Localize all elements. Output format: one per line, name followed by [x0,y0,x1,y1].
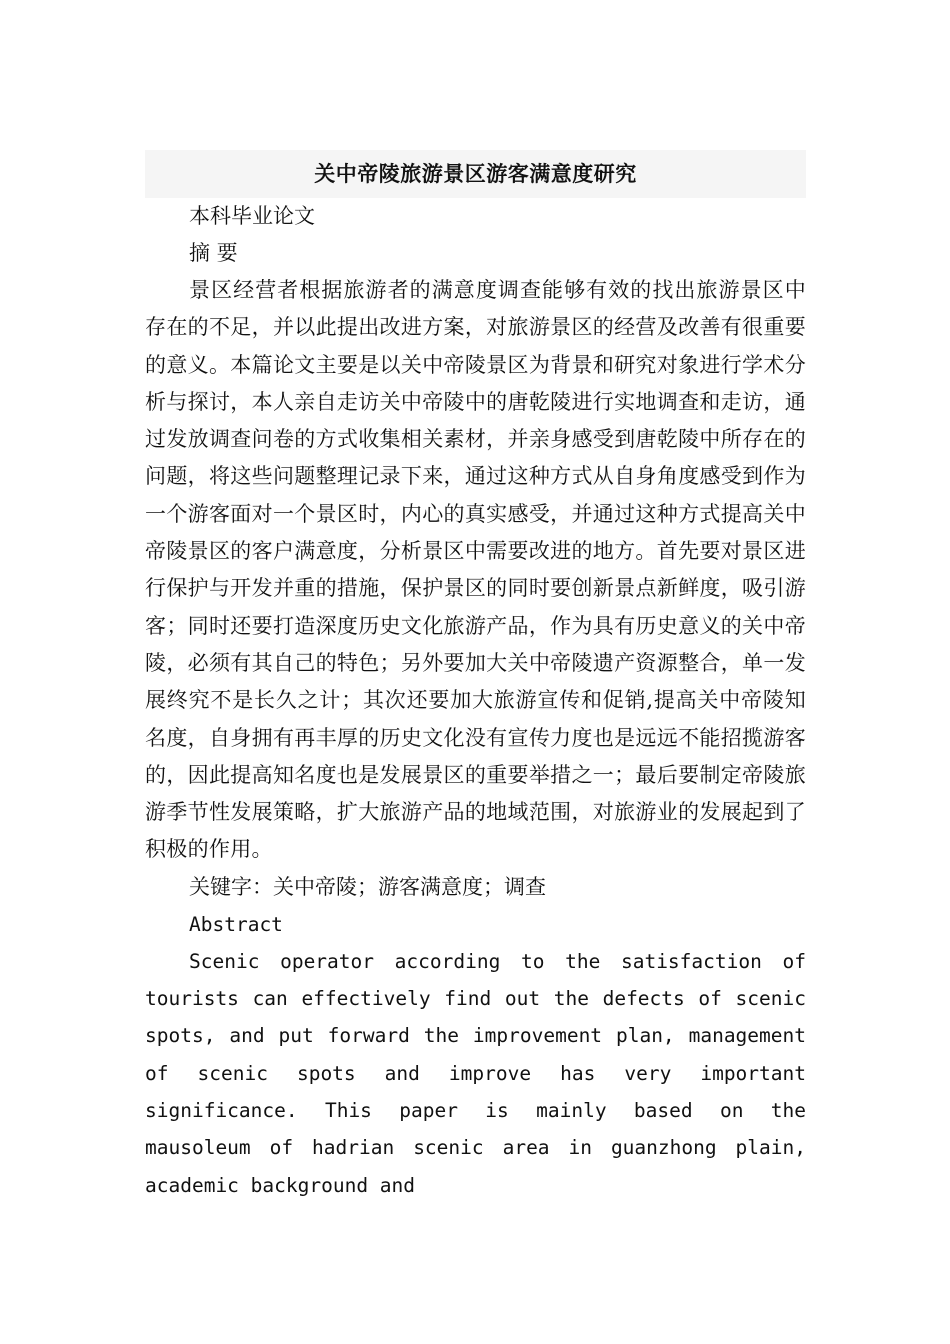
abstract-cn-paragraph: 景区经营者根据旅游者的满意度调查能够有效的找出旅游景区中存在的不足，并以此提出改进方案，对旅游景区的经营及改善有很重要的意义。本篇论文主要是以关中帝陵景区为背景和研究对象进行学术分析与探讨，本人亲自走访关中帝陵中的唐乾陵进行实地调查和走访，通过发放调查问卷的方式收集相关素材，并亲身感受到唐乾陵中所存在的问题，将这些问题整理记录下来，通过这种方式从自身角度感受到作为一个游客面对一个景区时，内心的真实感受，并通过这种方式提高关中帝陵景区的客户满意度，分析景区中需要改进的地方。首先要对景区进行保护与开发并重的措施，保护景区的同时要创新景点新鲜度，吸引游客；同时还要打造深度历史文化旅游产品，作为具有历史意义的关中帝陵，必须有其自己的特色；另外要加大关中帝陵遗产资源整合，单一发展终究不是长久之计；其次还要加大旅游宣传和促销,提高关中帝陵知名度，自身拥有再丰厚的历史文化没有宣传力度也是远远不能招揽游客的，因此提高知名度也是发展景区的重要举措之一；最后要制定帝陵旅游季节性发展策略，扩大旅游产品的地域范围，对旅游业的发展起到了积极的作用。 [145,278,806,862]
abstract-en-paragraph: Scenic operator according to the satisfaction of tourists can effectively find out the defects of scenic spots, and put forward the improvement plan, management of scenic spots and improve has very important significance. This paper is mainly based on the mausoleum of hadrian scenic area in guanzhong plain, academic background and [145,949,806,1197]
abstract-en-heading: Abstract [189,912,283,936]
document-type: 本科毕业论文 [189,204,315,228]
document-title: 关中帝陵旅游景区游客满意度研究 [145,150,806,198]
abstract-heading: 摘 要 [189,241,238,265]
keywords-line: 关键字：关中帝陵；游客满意度；调查 [189,874,546,899]
document-page [145,150,806,1204]
